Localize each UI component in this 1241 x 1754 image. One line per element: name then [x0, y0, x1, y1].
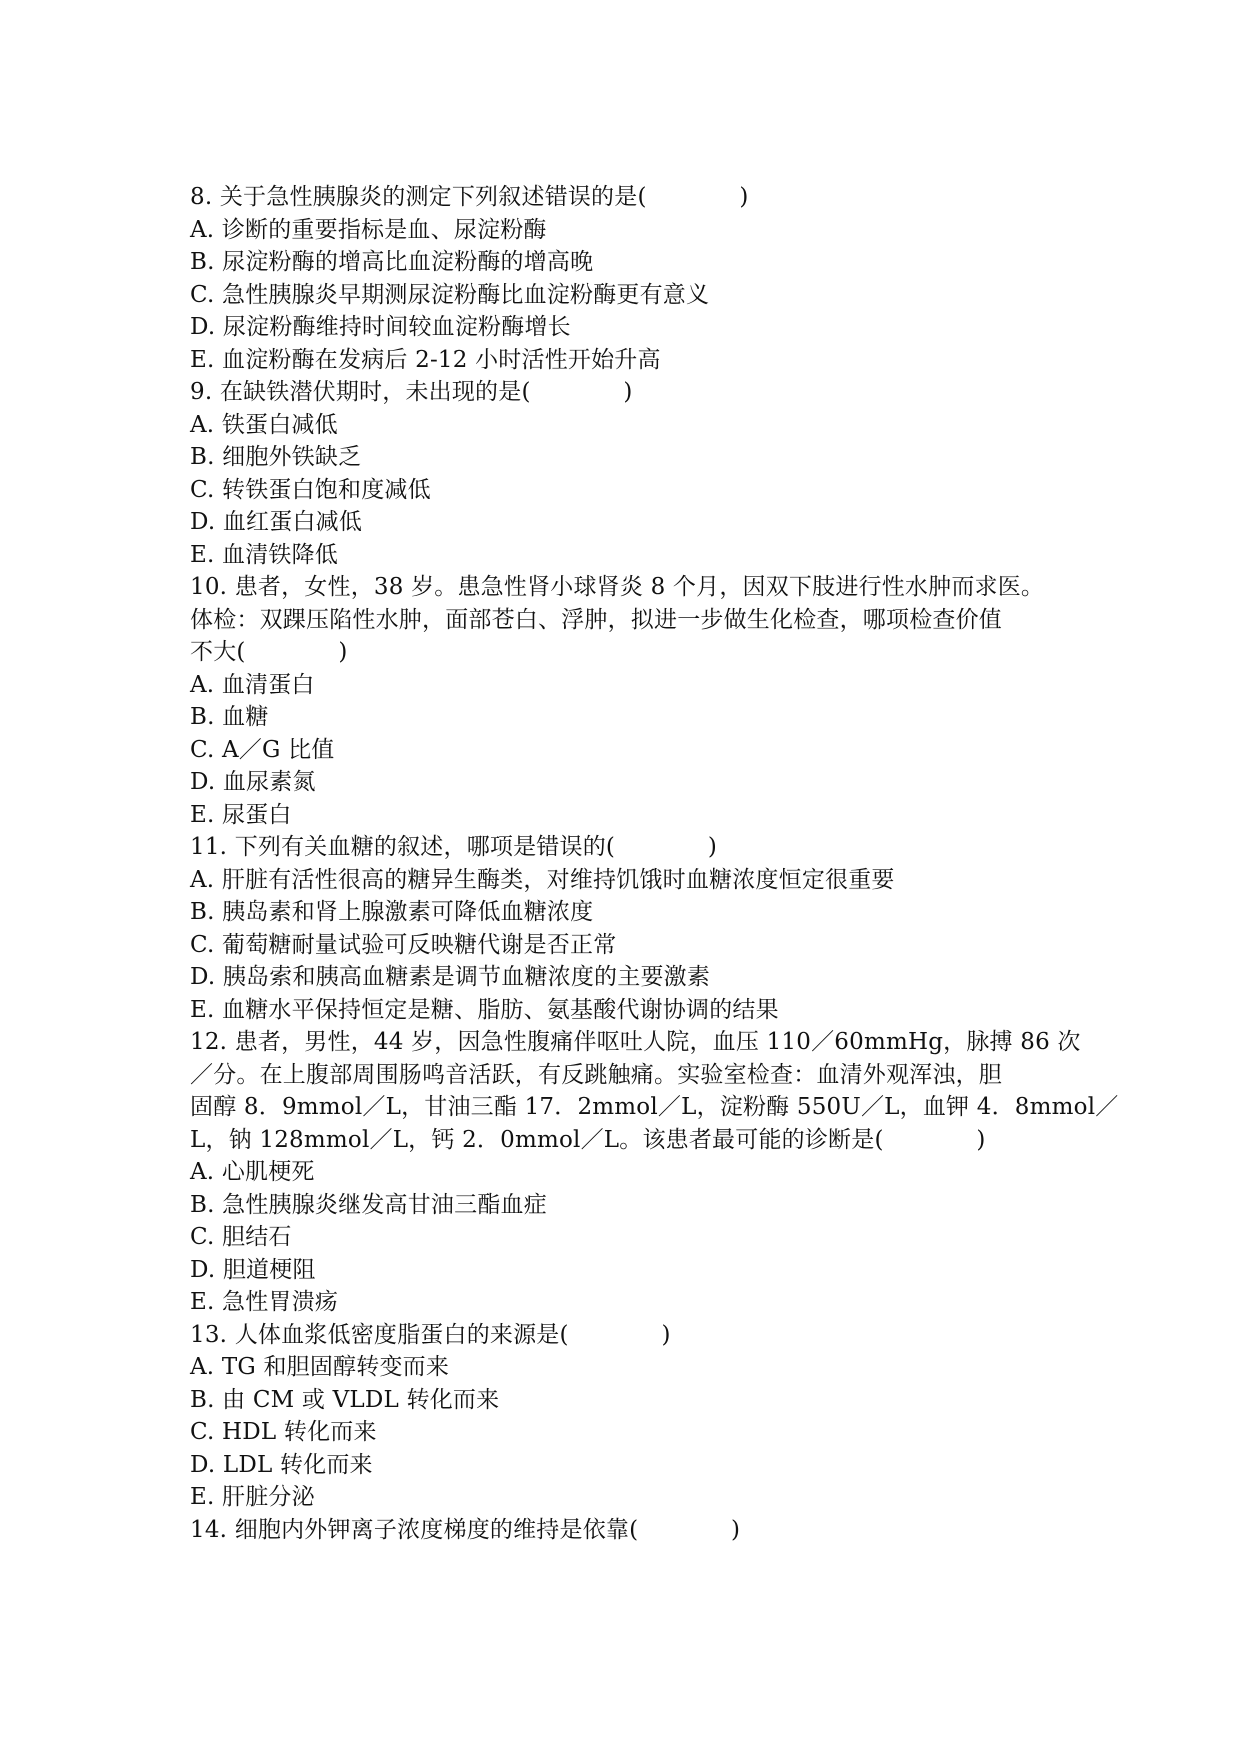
question-11-stem: 11. 下列有关血糖的叙述，哪项是错误的( )	[190, 834, 718, 860]
question-9-option-a: A. 铁蛋白减低	[190, 411, 338, 438]
question-12-stem-line-2: ／分。在上腹部周围肠鸣音活跃，有反跳触痛。实验室检查：血清外观浑浊，胆	[190, 1061, 1002, 1088]
question-12-stem-line-4: L，钠 128mmol／L，钙 2．0mmol／L。该患者最可能的诊断是( )	[190, 1126, 986, 1153]
question-13-option-e: E. 肝脏分泌	[190, 1484, 315, 1510]
question-9	[190, 376, 1070, 571]
question-10-option-e: E. 尿蛋白	[190, 801, 292, 828]
question-13-option-a: A. TG 和胆固醇转变而来	[190, 1354, 450, 1380]
question-10-stem-line-3: 不大( )	[190, 639, 348, 665]
question-9-option-c: C. 转铁蛋白饱和度减低	[190, 476, 431, 503]
question-11	[190, 831, 1070, 1026]
question-9-stem: 9. 在缺铁潜伏期时，未出现的是( )	[190, 379, 633, 405]
question-10-option-c: C. A／G 比值	[190, 736, 335, 763]
question-14-stem: 14. 细胞内外钾离子浓度梯度的维持是依靠( )	[190, 1516, 741, 1543]
question-12-option-b: B. 急性胰腺炎继发高甘油三酯血症	[190, 1191, 547, 1218]
question-10-option-b: B. 血糖	[190, 704, 269, 730]
question-10-option-d: D. 血尿素氮	[190, 769, 316, 795]
question-11-option-b: B. 胰岛素和肾上腺激素可降低血糖浓度	[190, 899, 594, 925]
question-13	[190, 1319, 1070, 1514]
question-8-stem: 8. 关于急性胰腺炎的测定下列叙述错误的是( )	[190, 184, 749, 210]
question-12-option-d: D. 胆道梗阻	[190, 1256, 316, 1283]
question-10	[190, 571, 1070, 831]
question-12-option-c: C. 胆结石	[190, 1224, 292, 1250]
question-11-option-a: A. 肝脏有活性很高的糖异生酶类，对维持饥饿时血糖浓度恒定很重要	[190, 866, 895, 893]
question-8	[190, 181, 1070, 376]
document-page	[190, 181, 1119, 1546]
question-8-option-d: D. 尿淀粉酶维持时间较血淀粉酶增长	[190, 314, 571, 340]
question-14	[190, 1514, 1070, 1547]
question-13-stem: 13. 人体血浆低密度脂蛋白的来源是( )	[190, 1321, 671, 1348]
question-11-option-c: C. 葡萄糖耐量试验可反映糖代谢是否正常	[190, 931, 617, 958]
question-12-option-a: A. 心肌梗死	[190, 1159, 315, 1185]
question-12-option-e: E. 急性胃溃疡	[190, 1289, 339, 1315]
question-13-option-d: D. LDL 转化而来	[190, 1451, 373, 1478]
question-9-option-d: D. 血红蛋白减低	[190, 509, 363, 535]
question-12-stem-line-1: 12. 患者，男性，44 岁，因急性腹痛伴呕吐人院，血压 110／60mmHg，脉搏 86 次	[190, 1029, 1081, 1055]
question-8-option-a: A. 诊断的重要指标是血、尿淀粉酶	[190, 216, 547, 243]
question-9-option-e: E. 血清铁降低	[190, 541, 339, 568]
question-8-option-e: E. 血淀粉酶在发病后 2-12 小时活性开始升高	[190, 346, 661, 373]
question-8-option-b: B. 尿淀粉酶的增高比血淀粉酶的增高晚	[190, 249, 594, 275]
question-11-option-e: E. 血糖水平保持恒定是糖、脂肪、氨基酸代谢协调的结果	[190, 996, 779, 1023]
question-13-option-c: C. HDL 转化而来	[190, 1419, 377, 1445]
question-11-option-d: D. 胰岛索和胰高血糖素是调节血糖浓度的主要激素	[190, 964, 711, 990]
question-12	[190, 1026, 1119, 1319]
question-8-option-c: C. 急性胰腺炎早期测尿淀粉酶比血淀粉酶更有意义	[190, 281, 710, 308]
question-10-option-a: A. 血清蛋白	[190, 671, 315, 698]
question-13-option-b: B. 由 CM 或 VLDL 转化而来	[190, 1386, 500, 1413]
question-10-stem-line-1: 10. 患者，女性，38 岁。患急性肾小球肾炎 8 个月，因双下肢进行性水肿而求医。	[190, 574, 1045, 600]
question-10-stem-line-2: 体检：双踝压陷性水肿，面部苍白、浮肿，拟进一步做生化检查，哪项检查价值	[190, 606, 1002, 633]
question-9-option-b: B. 细胞外铁缺乏	[190, 444, 362, 470]
question-12-stem-line-3: 固醇 8．9mmol／L，甘油三酯 17．2mmol／L，淀粉酶 550U／L，血钾 4．8mmol／	[190, 1094, 1119, 1120]
